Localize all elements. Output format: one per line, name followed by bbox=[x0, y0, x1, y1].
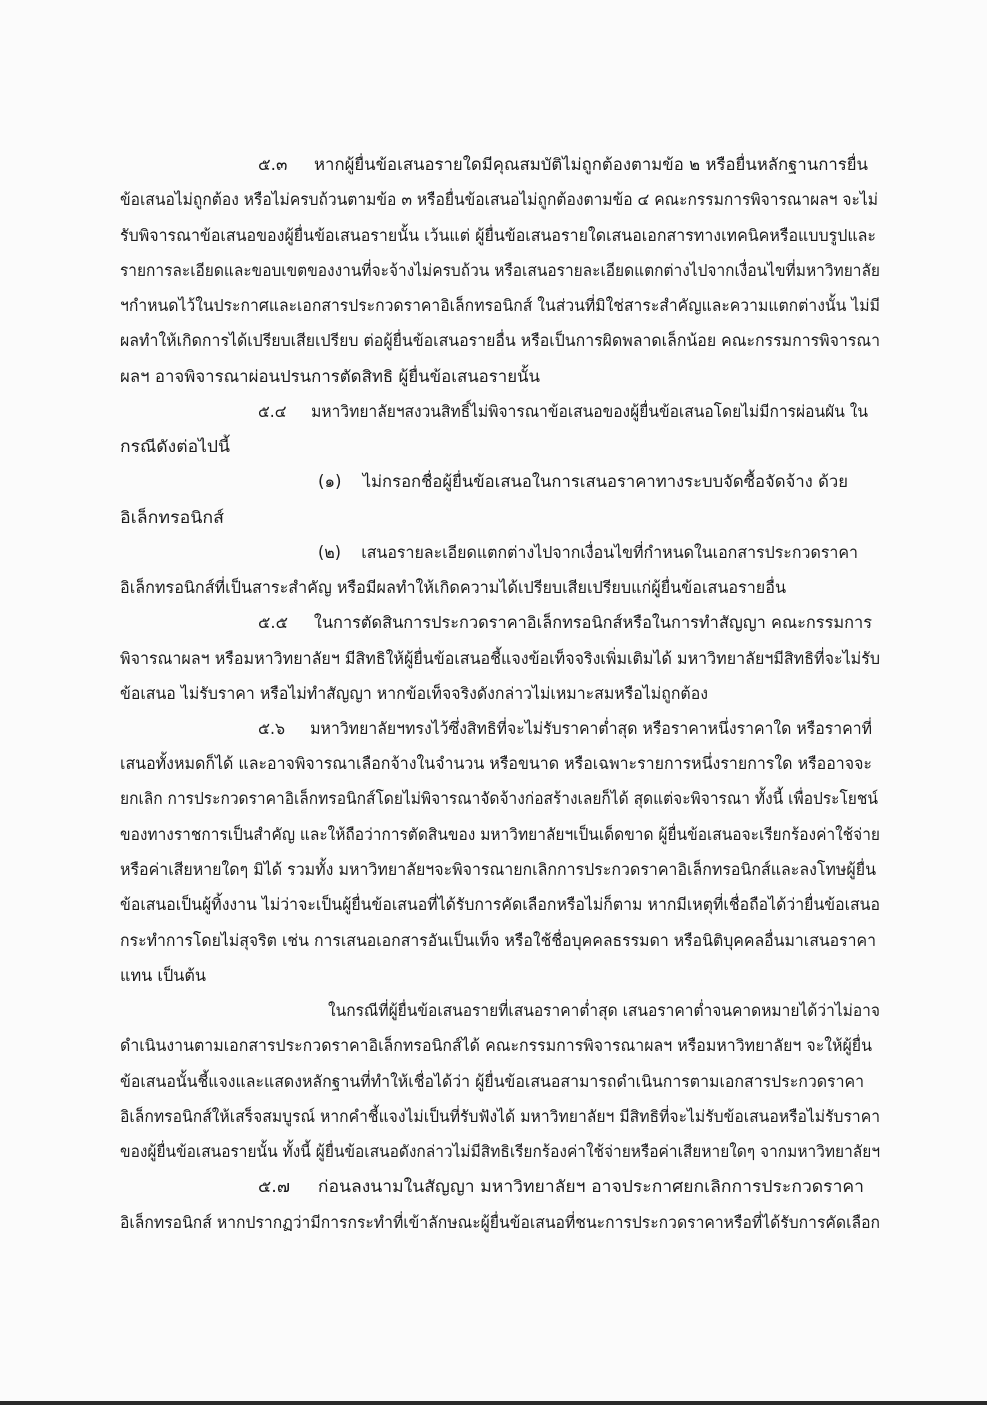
text-line: ผลฯ อาจพิจารณาผ่อนปรนการตัดสิทธิ ผู้ยื่นข้อเสนอรายนั้น bbox=[120, 367, 540, 386]
text-line: ๕.๖ มหาวิทยาลัยฯทรงไว้ซึ่งสิทธิที่จะไม่รับราคาต่ำสุด หรือราคาหนึ่งราคาใด หรือราคาที่ bbox=[258, 719, 872, 738]
text-line: เสนอทั้งหมดก็ได้ และอาจพิจารณาเลือกจ้างในจำนวน หรือขนาด หรือเฉพาะรายการหนึ่งรายการใด หรืออาจจะ bbox=[120, 754, 872, 773]
text-line: ฯกำหนดไว้ในประกาศและเอกสารประกวดราคาอิเล็กทรอนิกส์ ในส่วนที่มิใช่สาระสำคัญและความแตกต่างนั้น ไม่มี bbox=[120, 296, 880, 315]
scan-bottom-edge bbox=[0, 1401, 987, 1405]
text-line: (๒) เสนอรายละเอียดแตกต่างไปจากเงื่อนไขที่กำหนดในเอกสารประกวดราคา bbox=[318, 543, 858, 562]
text-line: ข้อเสนอ ไม่รับราคา หรือไม่ทำสัญญา หากข้อเท็จจริงดังกล่าวไม่เหมาะสมหรือไม่ถูกต้อง bbox=[120, 684, 708, 703]
text-line: ยกเลิก การประกวดราคาอิเล็กทรอนิกส์โดยไม่พิจารณาจัดจ้างก่อสร้างเลยก็ได้ สุดแต่จะพิจารณา ทั้งนี้ เพื่อประโยชน์ bbox=[120, 789, 878, 808]
text-line: กรณีดังต่อไปนี้ bbox=[120, 437, 230, 456]
text-line: รับพิจารณาข้อเสนอของผู้ยื่นข้อเสนอรายนั้น เว้นแต่ ผู้ยื่นข้อเสนอรายใดเสนอเอกสารทางเทคนิคหรือแบบรูปและ bbox=[120, 226, 876, 245]
text-line: แทน เป็นต้น bbox=[120, 966, 206, 985]
text-line: ๕.๕ ในการตัดสินการประกวดราคาอิเล็กทรอนิกส์หรือในการทำสัญญา คณะกรรมการ bbox=[258, 613, 872, 632]
text-line: อิเล็กทรอนิกส์ หากปรากฏว่ามีการกระทำที่เข้าลักษณะผู้ยื่นข้อเสนอที่ชนะการประกวดราคาหรือที่ได้รับการคัดเลือก bbox=[120, 1213, 880, 1232]
text-line: พิจารณาผลฯ หรือมหาวิทยาลัยฯ มีสิทธิให้ผู้ยื่นข้อเสนอชี้แจงข้อเท็จจริงเพิ่มเติมได้ มหาวิทยาลัยฯมีสิทธิที่จะไม่รับ bbox=[120, 649, 880, 668]
text-line: ๕.๗ ก่อนลงนามในสัญญา มหาวิทยาลัยฯ อาจประกาศยกเลิกการประกวดราคา bbox=[258, 1177, 864, 1196]
text-line: ๕.๔ มหาวิทยาลัยฯสงวนสิทธิ์ไม่พิจารณาข้อเสนอของผู้ยื่นข้อเสนอโดยไม่มีการผ่อนผัน ใน bbox=[258, 402, 868, 421]
text-line: ข้อเสนอนั้นชี้แจงและแสดงหลักฐานที่ทำให้เชื่อได้ว่า ผู้ยื่นข้อเสนอสามารถดำเนินการตามเอกสารประกวดราคา bbox=[120, 1072, 864, 1091]
text-line: ดำเนินงานตามเอกสารประกวดราคาอิเล็กทรอนิกส์ได้ คณะกรรมการพิจารณาผลฯ หรือมหาวิทยาลัยฯ จะให้ผู้ยื่น bbox=[120, 1036, 872, 1055]
text-line: อิเล็กทรอนิกส์ให้เสร็จสมบูรณ์ หากคำชี้แจงไม่เป็นที่รับฟังได้ มหาวิทยาลัยฯ มีสิทธิที่จะไม่รับข้อเสนอหรือไม่รับราคา bbox=[120, 1107, 880, 1126]
text-line: อิเล็กทรอนิกส์ bbox=[120, 508, 224, 527]
text-line: อิเล็กทรอนิกส์ที่เป็นสาระสำคัญ หรือมีผลทำให้เกิดความได้เปรียบเสียเปรียบแก่ผู้ยื่นข้อเสนอรายอื่น bbox=[120, 578, 786, 597]
text-line: ผลทำให้เกิดการได้เปรียบเสียเปรียบ ต่อผู้ยื่นข้อเสนอรายอื่น หรือเป็นการผิดพลาดเล็กน้อย คณะกรรมการพิจารณา bbox=[120, 331, 880, 350]
text-line: ของผู้ยื่นข้อเสนอรายนั้น ทั้งนี้ ผู้ยื่นข้อเสนอดังกล่าวไม่มีสิทธิเรียกร้องค่าใช้จ่ายหรือค่าเสียหายใดๆ จากมหาวิทยาลัยฯ bbox=[120, 1142, 880, 1161]
text-line: หรือค่าเสียหายใดๆ มิได้ รวมทั้ง มหาวิทยาลัยฯจะพิจารณายกเลิกการประกวดราคาอิเล็กทรอนิกส์และลงโทษผู้ยื่น bbox=[120, 860, 876, 879]
text-line: ข้อเสนอไม่ถูกต้อง หรือไม่ครบถ้วนตามข้อ ๓ หรือยื่นข้อเสนอไม่ถูกต้องตามข้อ ๔ คณะกรรมการพิจารณาผลฯ จะไม่ bbox=[120, 190, 878, 209]
text-line: รายการละเอียดและขอบเขตของงานที่จะจ้างไม่ครบถ้วน หรือเสนอรายละเอียดแตกต่างไปจากเงื่อนไขที่มหาวิทยาลัย bbox=[120, 261, 880, 280]
text-line: ของทางราชการเป็นสำคัญ และให้ถือว่าการตัดสินของ มหาวิทยาลัยฯเป็นเด็ดขาด ผู้ยื่นข้อเสนอจะเรียกร้องค่าใช้จ่าย bbox=[120, 825, 880, 844]
text-line: กระทำการโดยไม่สุจริต เช่น การเสนอเอกสารอันเป็นเท็จ หรือใช้ชื่อบุคคลธรรมดา หรือนิติบุคคลอื่นมาเสนอราคา bbox=[120, 931, 876, 950]
text-line: ในกรณีที่ผู้ยื่นข้อเสนอรายที่เสนอราคาต่ำสุด เสนอราคาต่ำจนคาดหมายได้ว่าไม่อาจ bbox=[328, 1001, 880, 1020]
text-line: (๑) ไม่กรอกชื่อผู้ยื่นข้อเสนอในการเสนอราคาทางระบบจัดซื้อจัดจ้าง ด้วย bbox=[318, 472, 848, 491]
text-line: ๕.๓ หากผู้ยื่นข้อเสนอรายใดมีคุณสมบัติไม่ถูกต้องตามข้อ ๒ หรือยื่นหลักฐานการยื่น bbox=[258, 155, 868, 174]
text-line: ข้อเสนอเป็นผู้ทิ้งงาน ไม่ว่าจะเป็นผู้ยื่นข้อเสนอที่ได้รับการคัดเลือกหรือไม่ก็ตาม หากมีเหตุที่เชื่อถือได้ว่ายื่นข้อเสนอ bbox=[120, 895, 880, 914]
